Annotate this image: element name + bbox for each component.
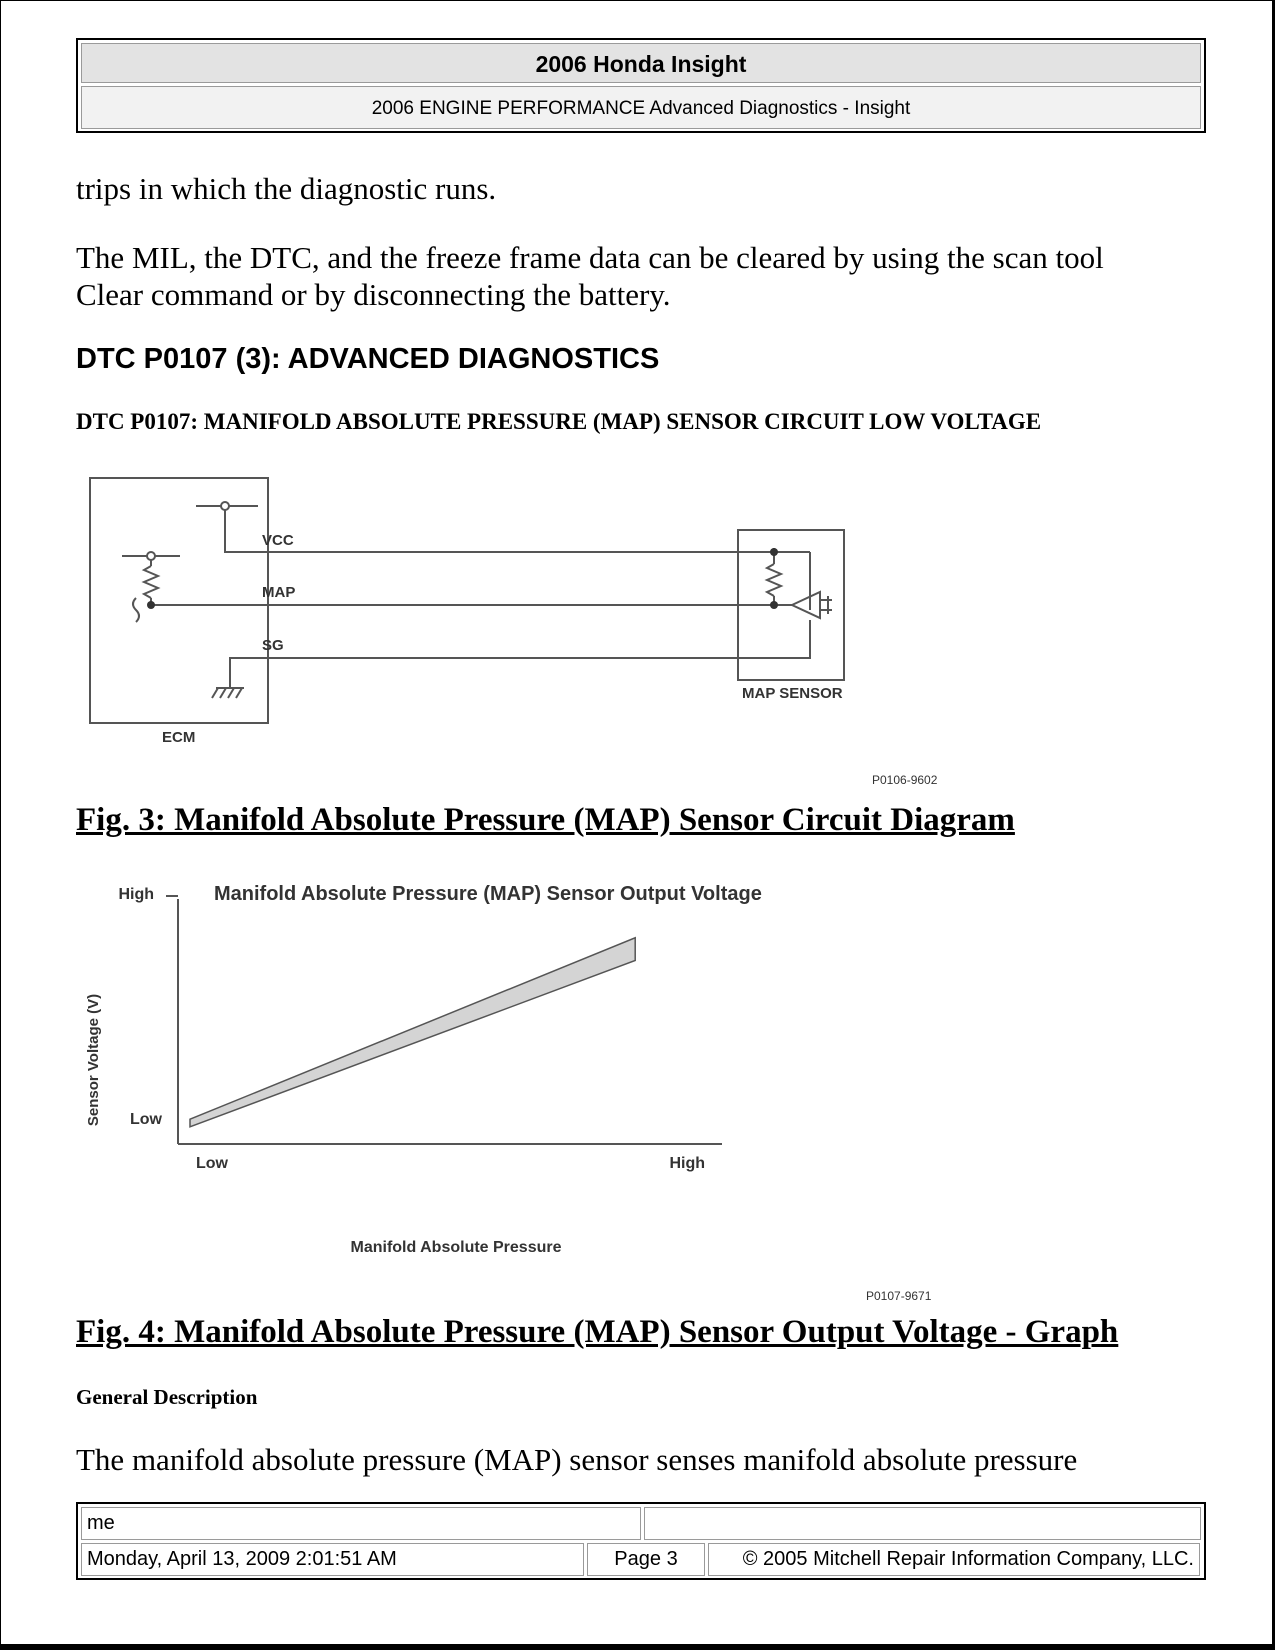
ecm-terminal-map — [147, 552, 155, 560]
chart-xlabel: Manifold Absolute Pressure — [350, 1239, 562, 1256]
ecm-box — [90, 478, 268, 723]
chart-x-tick-label-high: High — [669, 1155, 705, 1172]
circuit-diagram — [80, 470, 960, 790]
chart-ylabel: Sensor Voltage (V) — [85, 993, 102, 1127]
chart-voltage-band — [190, 938, 635, 1127]
paragraph-general: The manifold absolute pressure (MAP) sensor senses manifold absolute pressure — [76, 1442, 1078, 1477]
label-sg: SG — [262, 637, 284, 654]
footer-row-bottom — [81, 1543, 1201, 1576]
label-vcc: VCC — [262, 532, 294, 549]
ecm-resistor — [144, 566, 158, 598]
sensor-resistor — [767, 564, 781, 596]
fig3-caption: Fig. 3: Manifold Absolute Pressure (MAP) Sensor Circuit Diagram — [76, 802, 1015, 838]
fig4-caption: Fig. 4: Manifold Absolute Pressure (MAP) Sensor Output Voltage - Graph — [76, 1314, 1119, 1350]
footer-page: Page 3 — [587, 1543, 705, 1576]
chart-x-tick-label-low: Low — [196, 1155, 228, 1172]
paragraph-mil — [76, 239, 1104, 313]
sg-wire — [230, 620, 810, 688]
footer-top-right — [644, 1507, 1201, 1540]
section-heading: DTC P0107 (3): ADVANCED DIAGNOSTICS — [76, 343, 660, 375]
chart-title: Manifold Absolute Pressure (MAP) Sensor Output Voltage — [214, 883, 762, 905]
footer-top-left: me — [81, 1507, 641, 1540]
paragraph-mil-line2: Clear command or by disconnecting the battery. — [76, 277, 671, 312]
header-subtitle: 2006 ENGINE PERFORMANCE Advanced Diagnostics - Insight — [81, 86, 1201, 129]
chart-y-tick-label-high: High — [118, 886, 154, 903]
chart-figure-code: P0107-9671 — [866, 1289, 932, 1303]
general-description-heading: General Description — [76, 1385, 258, 1409]
label-map-sensor: MAP SENSOR — [742, 685, 843, 702]
header-title: 2006 Honda Insight — [81, 43, 1201, 83]
document-footer — [76, 1502, 1206, 1580]
paragraph-trips: trips in which the diagnostic runs. — [76, 171, 497, 206]
label-map: MAP — [262, 584, 296, 601]
circuit-figure-code: P0106-9602 — [872, 773, 938, 787]
footer-row-top — [81, 1507, 1201, 1540]
ecm-terminal-vcc — [221, 502, 229, 510]
sub-heading: DTC P0107: MANIFOLD ABSOLUTE PRESSURE (MAP) SENSOR CIRCUIT LOW VOLTAGE — [76, 409, 1042, 434]
footer-copyright: © 2005 Mitchell Repair Information Company, LLC. — [708, 1543, 1200, 1576]
document-header — [76, 38, 1206, 133]
chart-y-tick-label-low: Low — [130, 1111, 162, 1128]
paragraph-mil-line1: The MIL, the DTC, and the freeze frame data can be cleared by using the scan tool — [76, 240, 1104, 275]
sensor-amplifier — [792, 592, 820, 618]
footer-date: Monday, April 13, 2009 2:01:51 AM — [81, 1543, 584, 1576]
map-voltage-chart — [80, 870, 960, 1310]
label-ecm: ECM — [162, 729, 196, 746]
